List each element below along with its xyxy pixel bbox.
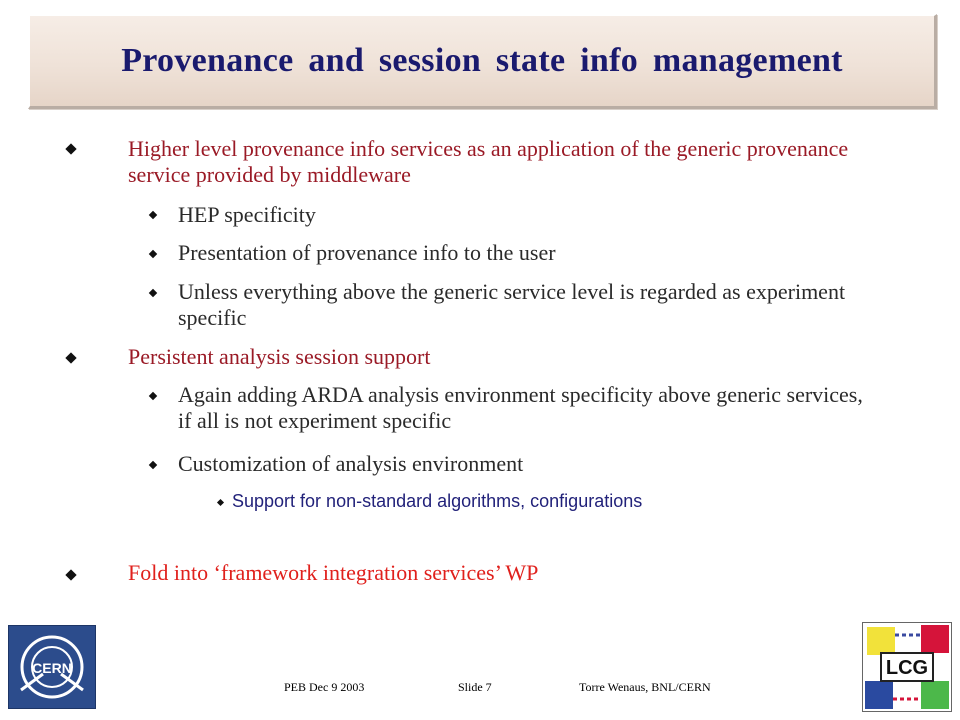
bullet-unless-everything: Unless everything above the generic service level is regarded as experiment specific [178, 279, 846, 330]
diamond-bullet-icon [149, 250, 157, 258]
title-banner [28, 14, 937, 109]
footer-slide-number: Slide 7 [458, 680, 492, 694]
lcg-logo [862, 622, 952, 712]
bullet-fold-framework: Fold into ‘framework integration services’ WP [128, 560, 539, 585]
footer-author: Torre Wenaus, BNL/CERN [579, 680, 711, 694]
footer-date: PEB Dec 9 2003 [284, 680, 365, 694]
diamond-bullet-icon [149, 211, 157, 219]
bullet-customization: Customization of analysis environment [178, 451, 524, 476]
diamond-bullet-icon [149, 392, 157, 400]
bullet-arda-specificity: Again adding ARDA analysis environment specificity above generic services, if all is not experiment specific [178, 382, 863, 433]
diamond-bullet-icon [149, 461, 157, 469]
slide-title: Provenance and session state info management [121, 42, 843, 79]
bullet-presentation: Presentation of provenance info to the user [178, 240, 556, 265]
lcg-logo-text: LCG [885, 657, 929, 679]
diamond-bullet-icon [65, 352, 76, 363]
bullet-nonstandard-algorithms: Support for non-standard algorithms, configurations [232, 491, 643, 511]
cern-logo-text: CERN [32, 660, 72, 676]
bullet-persistent-session: Persistent analysis session support [128, 344, 431, 369]
bullet-provenance-services: Higher level provenance info services as an application of the generic provenance service provided by middleware [128, 136, 849, 187]
cern-logo [8, 625, 96, 709]
diamond-bullet-icon [149, 289, 157, 297]
diamond-bullet-icon [217, 499, 224, 506]
diamond-bullet-icon [65, 569, 76, 580]
diamond-bullet-icon [65, 143, 76, 154]
bullet-hep-specificity: HEP specificity [178, 202, 316, 227]
